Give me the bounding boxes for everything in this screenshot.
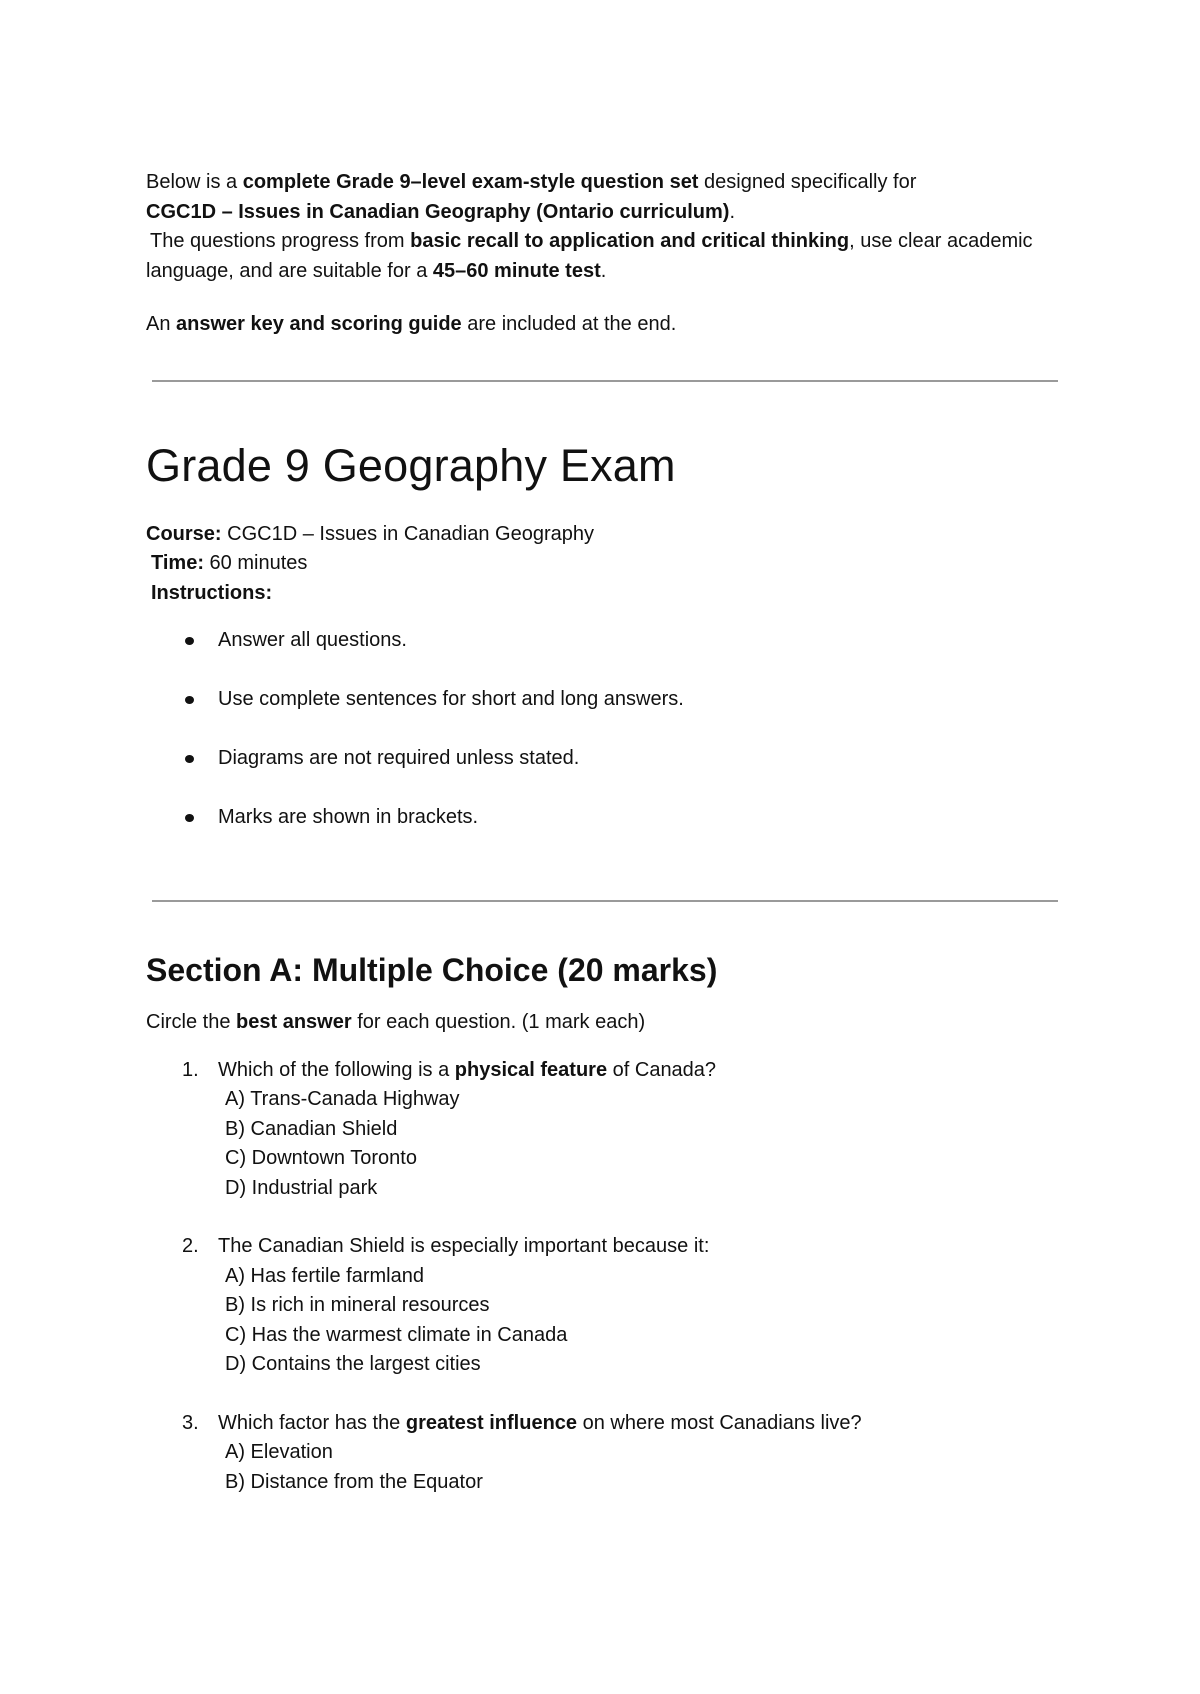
lead-text: for each question. (1 mark each) xyxy=(351,1011,646,1033)
answer-option[interactable]: C) Has the warmest climate in Canada xyxy=(225,1323,568,1346)
intro-text: are included at the end. xyxy=(461,313,677,335)
test-duration-text: 45–60 minute test xyxy=(432,259,601,282)
section-a-lead xyxy=(146,1008,1066,1038)
intro-paragraph-2 xyxy=(146,310,1066,340)
intro-bold-text: basic recall to application and critical thinking xyxy=(410,230,850,252)
intro-text: . xyxy=(600,259,607,282)
section-a-title: Section A: Multiple Choice (20 marks) xyxy=(146,952,718,988)
question-text: Which factor has the xyxy=(218,1411,406,1434)
answer-option[interactable]: D) Contains the largest cities xyxy=(225,1353,481,1375)
answer-option[interactable]: B) Is rich in mineral resources xyxy=(225,1294,490,1316)
question-bold-text: physical feature xyxy=(454,1058,608,1081)
answer-option[interactable]: A) Elevation xyxy=(225,1441,333,1463)
answer-option[interactable]: B) Canadian Shield xyxy=(225,1117,398,1140)
intro-text: . xyxy=(729,200,736,223)
instructions-heading: Instructions: xyxy=(151,581,273,604)
question-text: The Canadian Shield is especially important because it: xyxy=(218,1235,710,1257)
intro-text: Below is a xyxy=(146,171,243,193)
course-value: CGC1D – Issues in Canadian Geography xyxy=(221,522,594,545)
bullet-icon xyxy=(185,696,194,704)
instruction-text: Diagrams are not required unless stated. xyxy=(218,747,580,769)
list-item xyxy=(146,803,1066,832)
intro-paragraph-1 xyxy=(146,168,1066,286)
exam-title: Grade 9 Geography Exam xyxy=(146,439,676,491)
lead-text: Circle the xyxy=(146,1011,237,1033)
answer-key-text: answer key and scoring guide xyxy=(176,313,462,335)
instruction-text: Answer all questions. xyxy=(218,629,407,651)
time-value: 60 minutes xyxy=(203,552,308,574)
intro-text: , use clear academic language, and are suitable for a xyxy=(146,230,1033,282)
question-number: 1. xyxy=(182,1058,199,1081)
question-number: 2. xyxy=(182,1235,199,1257)
intro-text: The questions progress from xyxy=(150,230,411,252)
question-text: of Canada? xyxy=(607,1058,717,1081)
time-line xyxy=(146,549,1066,579)
course-bold-text: CGC1D – Issues in Canadian Geography (Ontario curriculum) xyxy=(146,200,730,223)
answer-option[interactable]: B) Distance from the Equator xyxy=(225,1470,483,1493)
question-1 xyxy=(146,1056,1066,1204)
instruction-text: Marks are shown in brackets. xyxy=(218,806,479,828)
answer-option[interactable]: C) Downtown Toronto xyxy=(225,1147,417,1169)
question-text: on where most Canadians live? xyxy=(577,1411,862,1434)
bullet-icon xyxy=(185,755,194,763)
question-number: 3. xyxy=(182,1411,199,1434)
instructions-list xyxy=(146,626,1066,832)
answer-option[interactable]: A) Has fertile farmland xyxy=(225,1264,424,1287)
intro-text: designed specifically for xyxy=(698,171,917,193)
document-page xyxy=(146,168,1066,1526)
course-label: Course: xyxy=(146,522,222,545)
time-label: Time: xyxy=(151,552,204,574)
question-text: Which of the following is a xyxy=(218,1058,455,1081)
intro-text: An xyxy=(146,313,177,335)
course-line xyxy=(146,520,1066,550)
question-bold-text: greatest influence xyxy=(405,1411,578,1434)
answer-option[interactable]: D) Industrial park xyxy=(225,1176,378,1199)
instructions-label xyxy=(146,579,1066,609)
question-3 xyxy=(146,1409,1066,1498)
question-list xyxy=(146,1056,1066,1498)
list-item xyxy=(146,626,1066,655)
bullet-icon xyxy=(185,637,194,645)
bullet-icon xyxy=(185,814,194,822)
list-item xyxy=(146,685,1066,714)
list-item xyxy=(146,744,1066,773)
intro-bold-text: complete Grade 9–level exam-style question set xyxy=(242,171,699,193)
instruction-text: Use complete sentences for short and long answers. xyxy=(218,688,684,710)
lead-bold-text: best answer xyxy=(236,1011,352,1033)
question-2 xyxy=(146,1232,1066,1380)
answer-option[interactable]: A) Trans-Canada Highway xyxy=(225,1088,460,1110)
